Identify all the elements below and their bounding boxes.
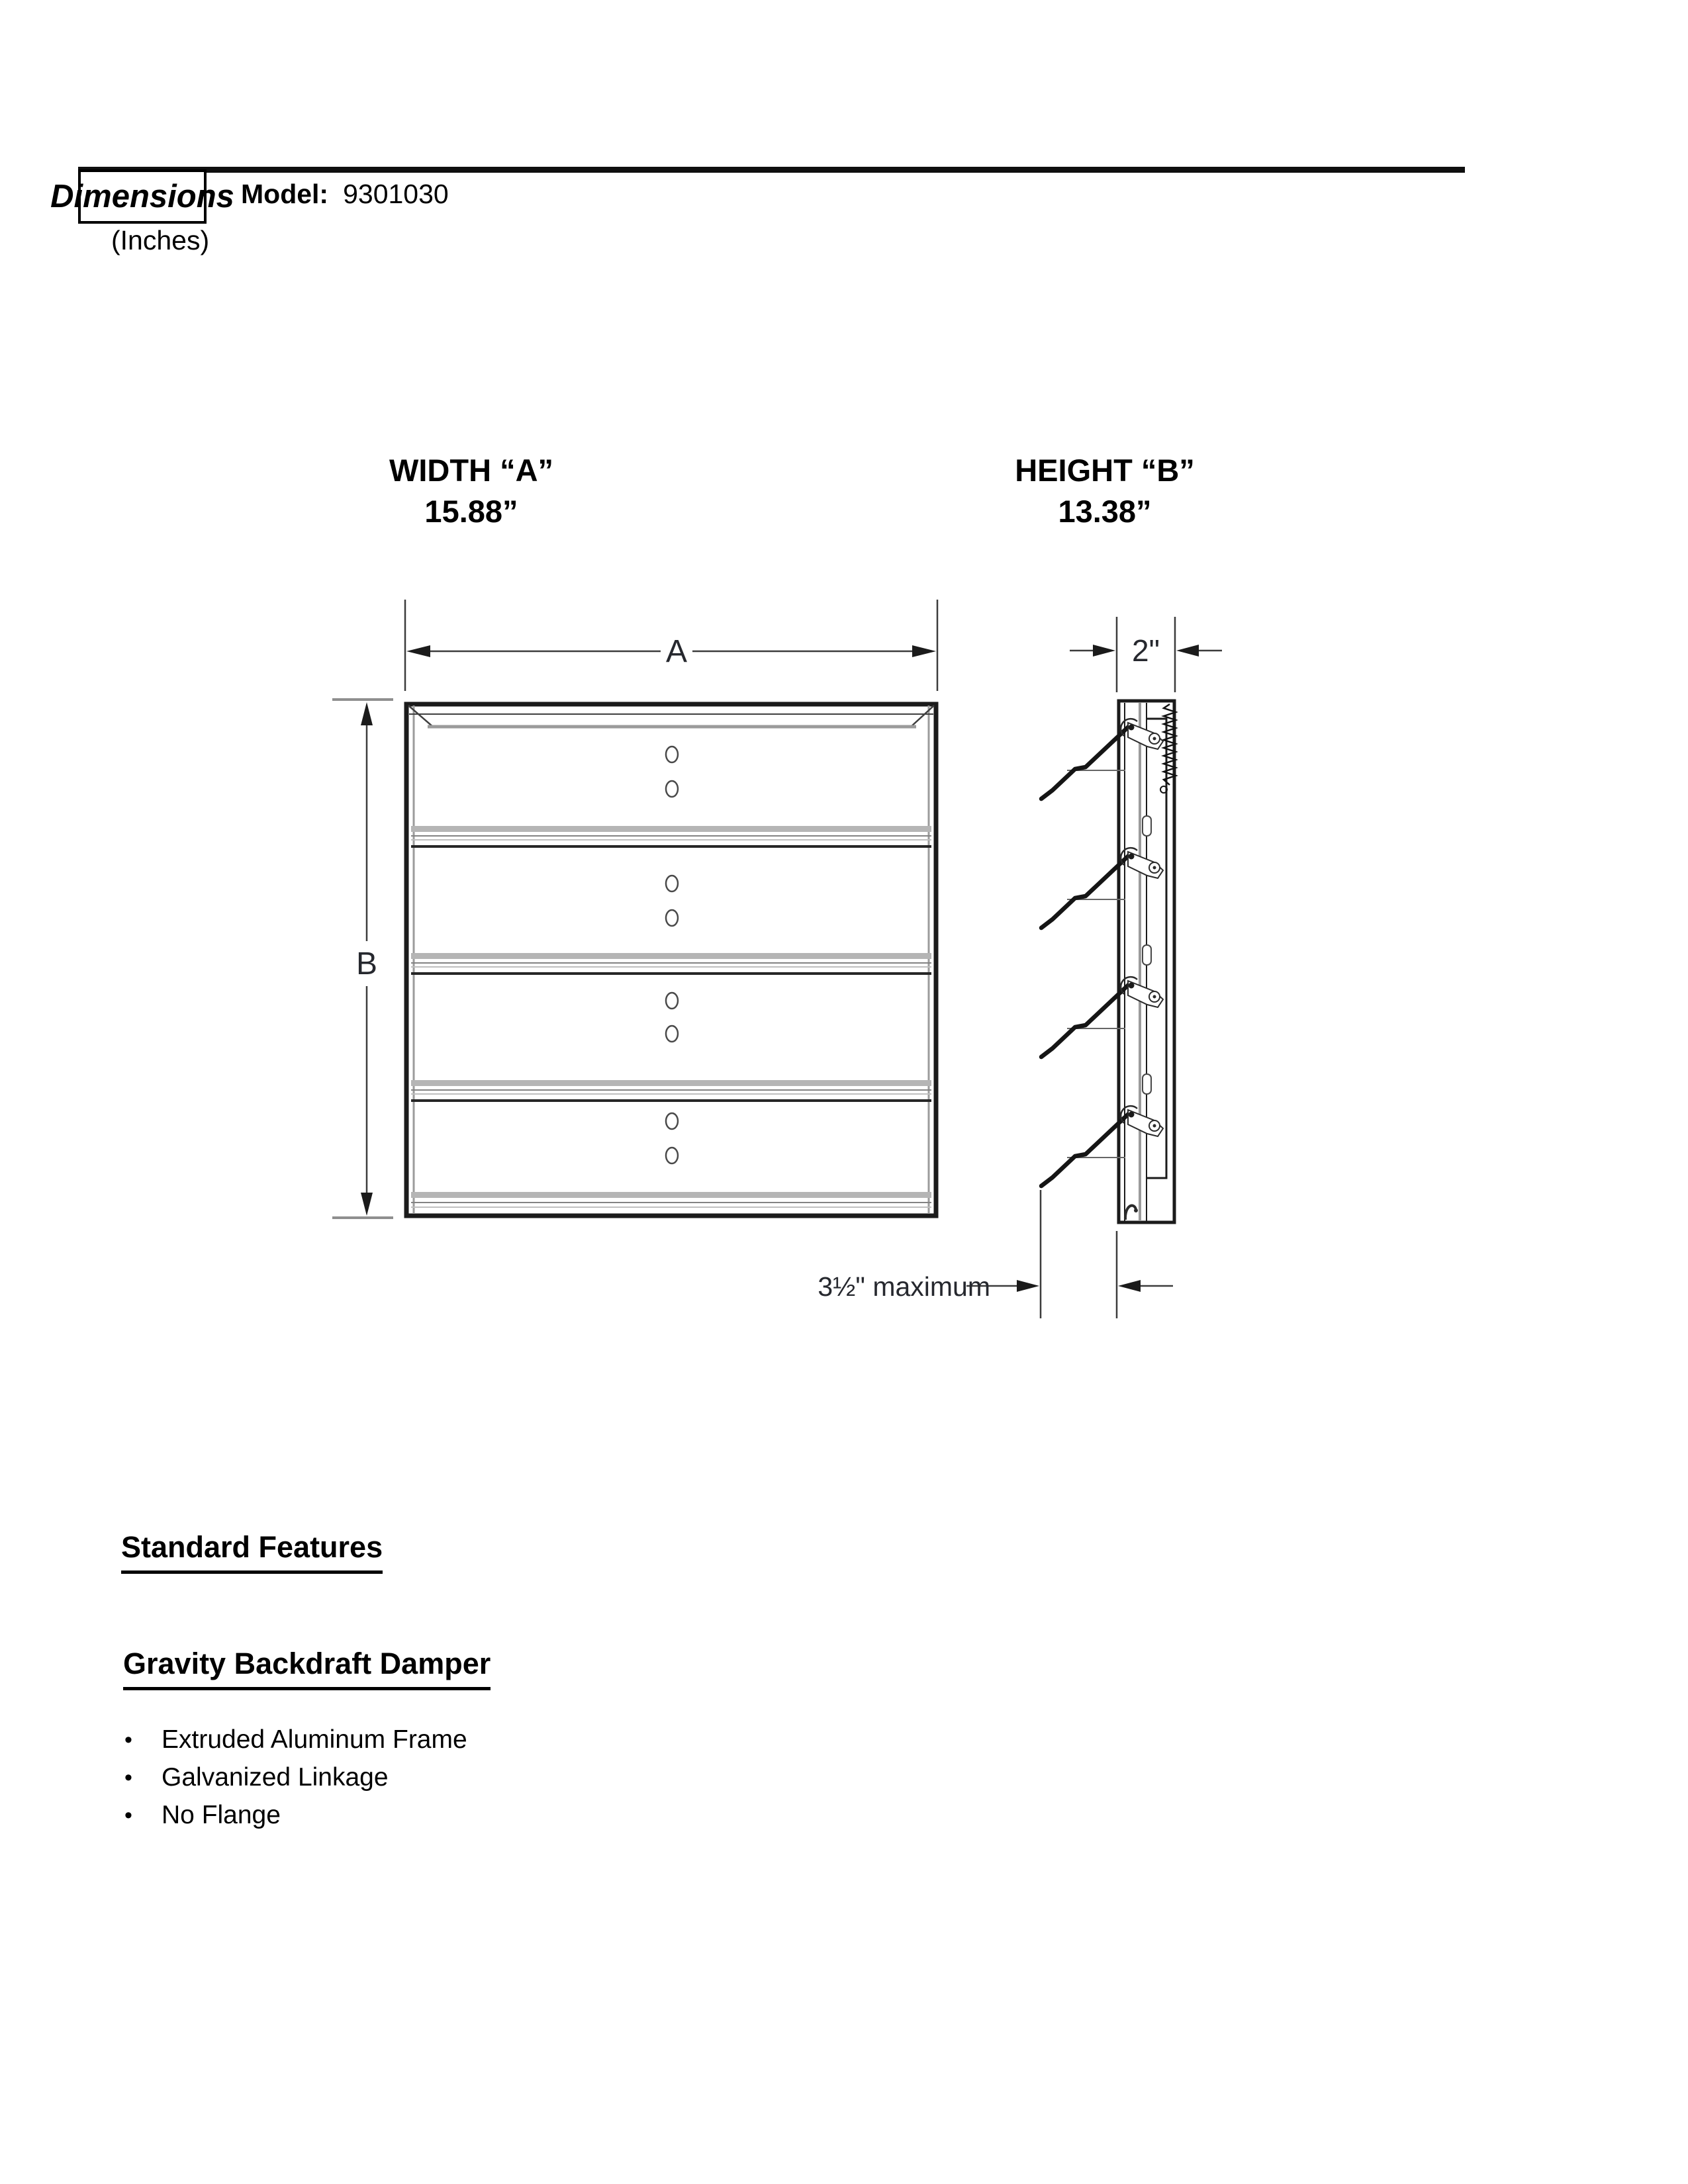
dim-a-label: A	[665, 634, 688, 669]
height-caption-value: 13.38”	[1058, 494, 1152, 529]
front-view	[332, 600, 937, 1218]
damper-face	[406, 704, 936, 1216]
width-caption-value: 15.88”	[424, 494, 518, 529]
feature-text: Extruded Aluminum Frame	[162, 1725, 467, 1754]
list-item	[124, 1725, 467, 1755]
bullet-icon: •	[124, 1765, 132, 1790]
feature-text: Galvanized Linkage	[162, 1763, 389, 1792]
dim-a-group	[405, 600, 937, 691]
dim-projection-label: 3½" maximum	[818, 1271, 990, 1302]
dim-b-label: B	[355, 946, 378, 981]
model-value: 9301030	[343, 179, 449, 209]
features-heading: Standard Features	[121, 1530, 383, 1574]
units-note: (Inches)	[111, 225, 210, 255]
features-subheading: Gravity Backdraft Damper	[123, 1647, 491, 1690]
page-title: Dimensions	[50, 179, 234, 214]
feature-text: No Flange	[162, 1801, 281, 1829]
dim-depth-label: 2"	[1132, 633, 1160, 668]
model-label: Model:	[241, 179, 329, 209]
dim-depth-group	[1070, 617, 1222, 692]
list-item	[124, 1762, 467, 1793]
bullet-icon: •	[124, 1727, 132, 1752]
dim-b-group	[332, 700, 393, 1218]
height-caption-title: HEIGHT “B”	[1015, 453, 1195, 488]
bullet-icon: •	[124, 1803, 132, 1828]
width-caption-title: WIDTH “A”	[389, 453, 554, 488]
list-item	[124, 1800, 467, 1831]
features-list	[124, 1725, 467, 1838]
